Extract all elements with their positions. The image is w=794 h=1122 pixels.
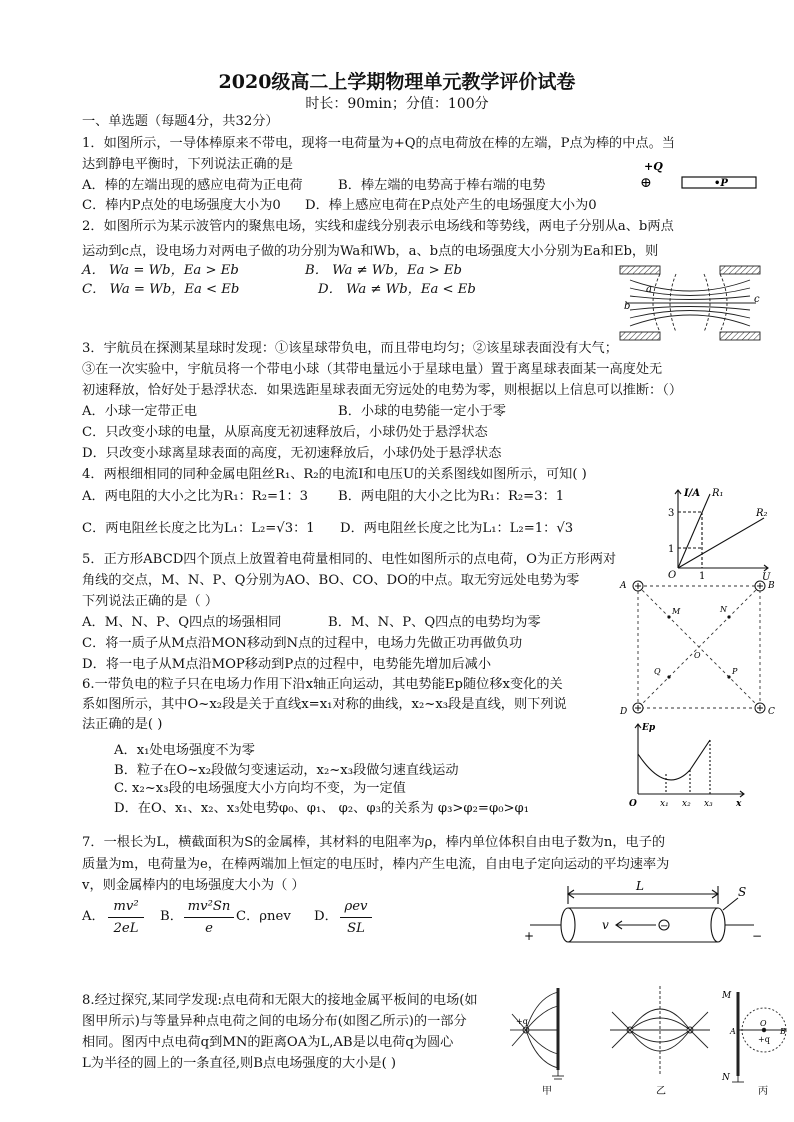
q4-option-c: C．两电阻丝长度之比为L₁：L₂=√3：1 (82, 521, 315, 536)
q8-caption-yi: 乙 (656, 1086, 666, 1097)
q7-option-a-prefix: A． (82, 909, 105, 924)
q6-fig-ep-label: Ep (642, 723, 656, 733)
page-title: 2020级高二上学期物理单元教学评价试卷 (218, 71, 576, 93)
q7-line1: 7．一根长为L，横截面积为S的金属棒，其材料的电阻率为ρ，棒内单位体积自由电子数为n，电子的 (82, 835, 666, 850)
q7-line3: v，则金属棒内的电场强度大小为（ ） (82, 878, 305, 893)
q4-fig-tick-3: 3 (668, 508, 675, 519)
q2-line2: 运动到c点，设电场力对两电子做的功分别为Wa和Wb，a、b点的电场强度大小分别为Ea和Eb，则 (82, 244, 659, 259)
q2-option-c: C． Wa = Wb，Ea < Eb (82, 282, 240, 297)
q6-fig-x3: x₃ (704, 799, 713, 809)
q7-option-b-prefix: B． (160, 909, 183, 924)
q7-figure-metal-rod (516, 880, 772, 956)
q4-fig-y-label: I/A (684, 488, 701, 499)
q7-fig-plus-terminal: + (524, 929, 535, 943)
q4-line1: 4．两根细相同的同种金属电阻丝R₁、R₂的电流I和电压U的关系图线如图所示，可知( ) (82, 467, 587, 482)
q5-line1: 5．正方形ABCD四个顶点上放置着电荷量相同的、电性如图所示的点电荷，O为正方形两对 (82, 552, 617, 567)
q2-option-b: B． Wa ≠ Wb，Ea > Eb (305, 263, 462, 278)
q5-fig-P: P (732, 667, 738, 676)
q6-fig-x1: x₁ (660, 799, 669, 809)
q5-fig-O: O (694, 651, 701, 660)
q2-option-a: A． Wa = Wb，Ea > Eb (82, 263, 239, 278)
q8-figure-bing (718, 984, 790, 1098)
q1-option-a: A．棒的左端出现的感应电荷为正电荷 (82, 178, 303, 193)
q5-figure-square-charges (614, 574, 790, 718)
q2-line1: 2．如图所示为某示波管内的聚焦电场，实线和虚线分别表示电场线和等势线，两电子分别从a、b两点 (82, 219, 674, 234)
q3-option-c: C．只改变小球的电量，从原高度无初速释放后，小球仍处于悬浮状态 (82, 425, 488, 440)
q3-option-d: D．只改变小球离星球表面的高度，无初速释放后，小球仍处于悬浮状态 (82, 446, 502, 461)
q6-line1: 6.一带负电的粒子只在电场力作用下沿x轴正向运动，其电势能Ep随位移x变化的关 (82, 677, 563, 692)
q8-fig-jia-charge: +q (516, 1017, 528, 1026)
q3-option-b: B．小球的电势能一定小于零 (338, 404, 506, 419)
q1-option-c: C．棒内P点处的电场强度大小为0 (82, 198, 281, 213)
q6-line3: 法正确的是( ) (82, 717, 163, 732)
q8-line4: L为半径的圆上的一条直径,则B点电场强度的大小是( ) (82, 1056, 397, 1071)
q5-option-c: C．将一质子从M点沿MON移动到N点的过程中，电场力先做正功再做负功 (82, 636, 523, 651)
q7-option-b-numerator: mv²Sn (187, 899, 231, 914)
q7-option-d-denominator: SL (347, 921, 365, 936)
q8-caption-bing: 丙 (758, 1086, 768, 1097)
q1-line2: 达到静电平衡时，下列说法正确的是 (82, 157, 293, 172)
q4-fig-r1: R₁ (712, 488, 724, 499)
q2-fig-point-a: a (646, 284, 652, 295)
q4-option-a: A．两电阻的大小之比为R₁：R₂=1：3 (82, 489, 309, 504)
q5-option-d: D．将一电子从M点沿MOP移动到P点的过程中，电势能先增加后减小 (82, 657, 492, 672)
q5-line2: 角线的交点，M、N、P、Q分别为AO、BO、CO、DO的中点。取无穷远处电势为零 (82, 573, 580, 588)
q1-figure-rod (636, 158, 760, 192)
q8-figure-yi (600, 980, 718, 1098)
q5-option-b: B．M、N、P、Q四点的电势均为零 (328, 615, 541, 630)
q7-fig-electron-symbol: − (660, 921, 669, 932)
q7-fig-area-label: S (738, 885, 747, 899)
q8-fig-bing-charge: +q (758, 1035, 770, 1044)
q6-option-b: B．粒子在O~x₂段做匀变速运动，x₂~x₃段做匀速直线运动 (114, 763, 459, 778)
q7-option-a-numerator: mv² (113, 899, 139, 914)
q7-option-b-fraction-bar (184, 917, 234, 918)
q7-option-a-denominator: 2eL (113, 921, 139, 936)
q5-fig-B: B (768, 581, 775, 591)
q2-figure-focusing-field (616, 262, 766, 344)
q7-option-c: C．ρnev (236, 909, 291, 924)
q7-option-d-fraction-bar (340, 917, 372, 918)
q7-option-d-prefix: D． (314, 909, 338, 924)
q5-fig-N: N (720, 605, 727, 614)
q4-fig-origin: O (668, 570, 677, 580)
q7-option-a-fraction-bar (108, 917, 144, 918)
q5-fig-C: C (768, 707, 775, 717)
q4-option-d: D．两电阻丝长度之比为L₁：L₂=1：√3 (340, 521, 574, 536)
q5-fig-D: D (620, 707, 628, 717)
q3-line3: 初速释放，恰好处于悬浮状态．如果选距星球表面无穷远处的电势为零，则根据以上信息可以推断：（） (82, 383, 683, 398)
q3-line1: 3．宇航员在探测某星球时发现：①该星球带负电，而且带电均匀；②该星球表面没有大气； (82, 341, 618, 356)
q8-figure-jia (506, 980, 596, 1098)
q8-line3: 相同。图丙中点电荷q到MN的距离OA为L,AB是以电荷q为圆心 (82, 1035, 454, 1050)
q6-option-a: A．x₁处电场强度不为零 (114, 743, 255, 758)
q8-fig-A: A (730, 1027, 736, 1036)
q8-caption-jia: 甲 (542, 1086, 552, 1097)
q7-fig-velocity-label: v (602, 918, 609, 932)
q6-line2: 系如图所示，其中O~x₂段是关于直线x=x₁对称的曲线，x₂~x₃段是直线，则下列说 (82, 697, 567, 712)
q8-fig-O: O (760, 1019, 767, 1028)
q1-option-b: B．棒左端的电势高于棒右端的电势 (338, 178, 546, 193)
q8-fig-B: B (780, 1027, 786, 1036)
q5-fig-A: A (620, 581, 627, 591)
q4-fig-r2: R₂ (756, 508, 768, 519)
q6-figure-ep-graph (626, 720, 752, 810)
q6-fig-origin: O (629, 799, 637, 809)
q3-line2: ③在一次实验中，宇航员将一个带电小球（其带电量远小于星球电量）置于离星球表面某一高度处无 (82, 362, 663, 377)
q8-line1: 8.经过探究,某同学发现:点电荷和无限大的接地金属平板间的电场(如 (82, 993, 478, 1008)
q6-fig-x2: x₂ (682, 799, 691, 809)
q7-option-d-numerator: ρev (344, 899, 368, 914)
q2-fig-point-c: c (754, 294, 760, 305)
exam-meta: 时长：90min；分值：100分 (305, 96, 489, 112)
q6-option-d: D．在O、x₁、x₂、x₃处电势φ₀、φ₁、 φ₂、φ₃的关系为 φ₃>φ₂=φ₀>φ₁ (114, 801, 530, 816)
q5-fig-M: M (672, 607, 681, 616)
q4-fig-x-label: U (762, 572, 771, 580)
q7-option-b-denominator: e (205, 921, 213, 936)
q5-fig-Q: Q (654, 667, 661, 676)
q1-fig-charge-label: +Q (644, 160, 663, 173)
q7-line2: 质量为m，电荷量为e，在棒两端加上恒定的电压时，棒内产生电流，自由电子定向运动的平均速率为 (82, 857, 670, 872)
q1-fig-charge-symbol: ⊕ (640, 175, 652, 191)
q4-figure-iu-graph (664, 484, 774, 580)
q6-fig-x-label: x (736, 799, 742, 809)
q4-option-b: B．两电阻的大小之比为R₁：R₂=3：1 (338, 489, 565, 504)
q6-option-c: C. x₂~x₃段的电场强度大小方向均不变，为一定值 (114, 781, 406, 796)
q5-line3: 下列说法正确的是（ ） (82, 594, 219, 609)
q1-line1: 1．如图所示，一导体棒原来不带电，现将一电荷量为+Q的点电荷放在棒的左端，P点为棒的中点。当 (82, 136, 675, 151)
q4-fig-tick-1y: 1 (668, 544, 675, 555)
q8-fig-N: N (722, 1073, 730, 1083)
q4-fig-tick-1x: 1 (699, 571, 706, 580)
q3-option-a: A．小球一定带正电 (82, 404, 198, 419)
q7-fig-minus-terminal: − (752, 929, 763, 943)
q2-fig-point-b: b (624, 301, 631, 312)
q1-option-d: D．棒上感应电荷在P点处产生的电场强度大小为0 (305, 198, 597, 213)
q1-fig-point-p: •P (714, 178, 728, 189)
q7-fig-length-label: L (636, 880, 644, 893)
q8-line2: 图甲所示)与等量异种点电荷之间的电场分布(如图乙所示)的一部分 (82, 1014, 467, 1029)
section-heading: 一、单选题（每题4分，共32分） (82, 114, 279, 129)
q8-fig-M: M (722, 991, 732, 1001)
q2-option-d: D． Wa ≠ Wb，Ea < Eb (318, 282, 476, 297)
q5-option-a: A．M、N、P、Q四点的场强相同 (82, 615, 282, 630)
